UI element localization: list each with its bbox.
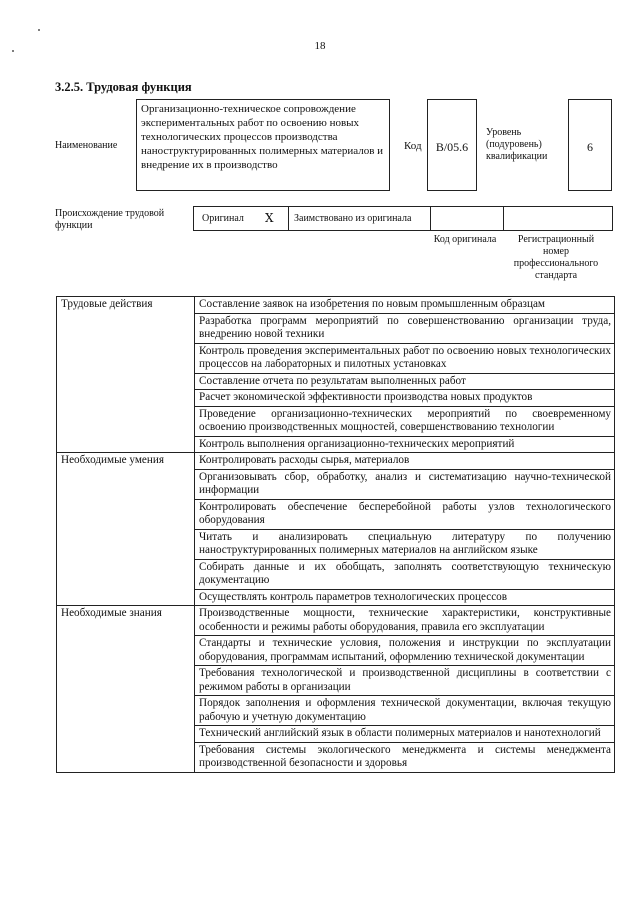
item-cell: Контроль проведения экспериментальных работ по освоению новых технологических процессов на лабораторных и пилотных установках [195,343,615,373]
item-cell: Порядок заполнения и оформления технической документации, включая текущую рабочую и учетную документацию [195,696,615,726]
origin-divider [503,207,504,231]
function-name-box [136,99,390,191]
level-label: Уровень (подуровень) квалификации [486,127,548,162]
original-label: Оригинал [202,213,244,224]
category-cell: Необходимые умения [57,453,195,606]
item-cell: Контролировать расходы сырья, материалов [195,453,615,470]
item-cell: Составление отчета по результатам выполненных работ [195,373,615,390]
category-cell: Трудовые действия [57,297,195,453]
name-label: Наименование [55,140,118,151]
origin-label: Происхождение трудовой функции [55,208,165,231]
origin-table [193,206,613,231]
level-box [568,99,612,191]
table-row [57,453,615,470]
code-box [427,99,477,191]
level-value: 6 [587,140,593,154]
code-value: B/05.6 [435,140,469,154]
scan-speck [38,29,40,31]
item-cell: Расчет экономической эффективности производства новых продуктов [195,390,615,407]
item-cell: Организовывать сбор, обработку, анализ и систематизацию научно-технической информации [195,469,615,499]
item-cell: Контроль выполнения организационно-технических мероприятий [195,436,615,453]
code-original-caption: Код оригинала [433,234,497,245]
labor-function-table [56,296,615,773]
table-row [57,297,615,314]
item-cell: Собирать данные и их обобщать, заполнять соответствующую техническую документацию [195,559,615,589]
item-cell: Производственные мощности, технические характеристики, конструктивные особенности и режимы работы оборудования, правила его эксплуатации [195,606,615,636]
item-cell: Проведение организационно-технических мероприятий по своевременному освоению производственных мощностей, совершенствованию технологии [195,406,615,436]
item-cell: Требования системы экологического менеджмента и системы менеджмента производственной безопасности и здоровья [195,742,615,772]
table-row [57,606,615,636]
section-heading: 3.2.5. Трудовая функция [55,80,192,94]
code-label: Код [404,140,422,152]
category-cell: Необходимые знания [57,606,195,773]
item-cell: Разработка программ мероприятий по совершенствованию организации труда, внедрению новой техники [195,313,615,343]
item-cell: Составление заявок на изобретения по новым промышленным образцам [195,297,615,314]
item-cell: Читать и анализировать специальную литературу по получению наноструктурированных полимерных материалов на английском языке [195,529,615,559]
item-cell: Контролировать обеспечение бесперебойной работы узлов технологического оборудования [195,499,615,529]
borrowed-label: Заимствовано из оригинала [294,213,412,224]
page-number: 18 [314,40,326,52]
item-cell: Технический английский язык в области полимерных материалов и нанотехнологий [195,726,615,743]
origin-divider [288,207,289,231]
original-mark: X [265,211,274,225]
reg-number-caption: Регистрационный номер профессионального стандарта [513,234,599,281]
item-cell: Осуществлять контроль параметров технологических процессов [195,589,615,606]
item-cell: Стандарты и технические условия, положения и инструкции по эксплуатации оборудования, программам испытаний, оформлению технической документации [195,636,615,666]
origin-divider [430,207,431,231]
function-name-value: Организационно-техническое сопровождение экспериментальных работ по освоению новых технологических процессов производства наноструктурированных полимерных материалов и внедрение их в производство [141,103,384,171]
item-cell: Требования технологической и производственной дисциплины в соответствии с режимом работы в организации [195,666,615,696]
